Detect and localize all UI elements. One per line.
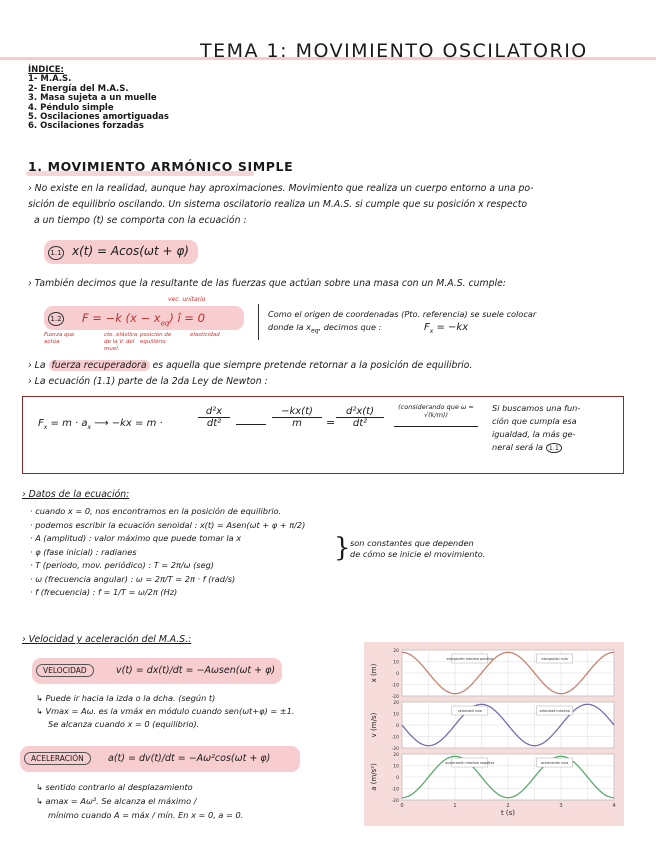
y-tick-label: 20 <box>393 649 399 654</box>
list-item: · A (amplitud) : valor máximo que puede tomar la x <box>30 533 242 543</box>
fraction <box>198 406 230 429</box>
denominator: dt² <box>352 418 368 429</box>
text-line: a un tiempo (t) se comporta con la ecuación : <box>34 215 247 226</box>
text-line: Como el origen de coordenadas (Pto. referencia) se suele colocar <box>268 309 537 319</box>
box-side-text <box>492 402 616 455</box>
eq-sub: eq <box>160 319 170 328</box>
eq-tag: 1.1 <box>48 246 64 260</box>
annotation-label: elongación nula <box>541 657 568 661</box>
section-heading: 1. MOVIMIENTO ARMÓNICO SIMPLE <box>28 159 294 174</box>
annotation-label: velocidad máxima <box>539 709 570 713</box>
y-axis-label: v (m/s) <box>370 712 378 738</box>
numerator: −kx(t) <box>272 406 322 418</box>
index-heading: ÍNDICE: <box>28 65 64 75</box>
y-tick-label: -10 <box>391 683 399 689</box>
index-item: 6. Oscilaciones forzadas <box>28 121 144 132</box>
text-line: son constantes que dependen <box>350 538 474 548</box>
equation-text <box>82 311 205 327</box>
index-item: 3. Masa sujeta a un muelle <box>28 93 157 104</box>
y-tick-label: -10 <box>391 735 399 741</box>
velocity-equation: v(t) = dx(t)/dt = −Aωsen(ωt + φ) <box>116 665 276 676</box>
numerator: d²x(t) <box>336 406 384 418</box>
fraction <box>336 406 384 429</box>
side-note <box>268 308 648 338</box>
text-line: ción que cumpla esa <box>492 416 577 426</box>
paragraph: › La ecuación (1.1) parte de la 2da Ley de Newton : <box>28 376 268 387</box>
x-tick-label: 3 <box>559 803 563 809</box>
eq-tag: 1.2 <box>48 312 64 326</box>
text-line: ↳ amax = Aω². Se alcanza el máximo / <box>36 796 197 806</box>
divider <box>258 304 259 340</box>
fraction <box>272 406 322 429</box>
paragraph <box>28 181 648 229</box>
y-axis-label: a (m/s²) <box>370 763 378 791</box>
equation-text: x(t) = Acos(ωt + φ) <box>72 244 189 258</box>
mas-chart <box>368 646 620 822</box>
list-item: · podemos escribir la ecuación senoidal : x(t) = Asen(ωt + φ + π/2) <box>30 519 306 530</box>
index-item: 5. Oscilaciones amortiguadas <box>28 112 169 123</box>
text-sub: x <box>43 424 48 431</box>
y-axis-label: x (m) <box>370 663 378 683</box>
list-item: · T (periodo, mov. periódico) : T = 2π/ω (seg) <box>30 560 215 570</box>
paragraph <box>28 358 648 374</box>
x-tick-label: 1 <box>453 803 457 809</box>
text: neral será la <box>492 442 544 452</box>
annotation-label: aceleración máxima negativa <box>445 761 495 765</box>
text: es aquella que siempre pretende retornar a la posición de equilibrio. <box>149 360 473 371</box>
x-tick-label: 4 <box>612 803 616 809</box>
annotation: cte. elástica de la V. del muel. <box>104 332 138 352</box>
velocity-tag: VELOCIDAD <box>36 664 94 677</box>
x-axis-label: t (s) <box>500 809 516 817</box>
annotation-label: aceleración nula <box>541 761 569 765</box>
annotation: elasticidad <box>190 332 220 338</box>
text-line: de cómo se inicie el movimiento. <box>350 549 486 559</box>
paragraph: › También decimos que la resultante de las fuerzas que actúan sobre una masa con un M.A.S. cumple: <box>28 278 506 289</box>
text: ⟶ −kx = m · <box>91 418 163 429</box>
text: = m · a <box>47 418 88 429</box>
list-item: · cuando x = 0, nos encontramos en la posición de equilibrio. <box>30 506 282 516</box>
text-line: Se alcanza cuando x = 0 (equilibrio). <box>48 719 200 729</box>
annotation: Fuerza que actúa <box>44 332 75 345</box>
text-line: ↳ Vmax = Aω. es la vmáx en módulo cuando sen(ωt+φ) = ±1. <box>36 706 295 716</box>
y-tick-label: 10 <box>393 712 399 718</box>
datos-heading: › Datos de la ecuación: <box>22 489 130 500</box>
equals: = <box>326 416 336 429</box>
text-line: ↳ Puede ir hacia la izda o la dcha. (según t) <box>36 693 216 703</box>
text: F <box>38 418 44 429</box>
highlight: fuerza recuperadora <box>49 360 150 371</box>
velacc-heading: › Velocidad y aceleración del M.A.S.: <box>22 634 192 645</box>
arrow <box>236 424 266 425</box>
text-sub: eq <box>310 327 319 335</box>
brace-note <box>350 538 530 560</box>
text-sub: x <box>87 424 92 431</box>
datos-list <box>30 505 350 600</box>
y-tick-label: -20 <box>391 695 399 700</box>
derivation-equation <box>38 418 163 431</box>
text-line: igualdad, la más ge- <box>492 429 576 439</box>
y-tick-label: 10 <box>393 764 399 770</box>
annotation-label: velocidad nula <box>457 709 482 713</box>
x-tick-label: 0 <box>400 803 404 809</box>
annotation-label: elongación máxima positiva <box>446 657 494 661</box>
numerator: d²x <box>198 406 230 418</box>
text: donde la x <box>268 322 311 332</box>
text: F <box>423 322 430 333</box>
index-item: 2- Energía del M.A.S. <box>28 83 129 94</box>
y-tick-label: 0 <box>396 724 399 729</box>
text-line: sición de equilibrio oscilando. Un sistema oscilatorio realiza un M.A.S. si cumple que su posición x respecto <box>28 199 528 210</box>
brace: } <box>334 533 351 563</box>
annotation: posición de equilibrio <box>140 332 172 345</box>
index <box>28 66 169 132</box>
eq-part: ) î = 0 <box>169 311 205 325</box>
y-tick-label: 0 <box>396 776 399 781</box>
velocity-notes <box>36 692 366 731</box>
acceleration-equation: a(t) = dv(t)/dt = −Aω²cos(ωt + φ) <box>108 753 271 764</box>
acceleration-tag: ACELERACIÓN <box>24 752 91 765</box>
index-item: 4. Péndulo simple <box>28 102 114 113</box>
y-tick-label: -20 <box>391 747 399 752</box>
arrow <box>394 426 478 427</box>
acceleration-notes <box>36 780 366 822</box>
text: = −kx <box>433 322 469 333</box>
index-item: 1- M.A.S. <box>28 74 72 85</box>
box-note: (considerando que ω = √(k/m)) <box>398 403 474 419</box>
text-line: mínimo cuando A = máx / mín. En x = 0, a = 0. <box>48 810 244 820</box>
text-line <box>492 441 616 455</box>
text-sub: x <box>429 328 434 335</box>
eq-part: F = −k (x − x <box>82 311 161 325</box>
annotation: vec. unitario <box>168 296 206 303</box>
y-tick-label: -20 <box>391 799 399 804</box>
list-item: · ω (frecuencia angular) : ω = 2π/T = 2π · f (rad/s) <box>30 573 236 584</box>
y-tick-label: -10 <box>391 787 399 793</box>
text-line <box>268 321 648 338</box>
text-line: Si buscamos una fun- <box>492 403 581 413</box>
denominator: m <box>292 418 302 429</box>
denominator: dt² <box>206 418 222 429</box>
y-tick-label: 20 <box>393 701 399 706</box>
side-equation <box>424 322 468 333</box>
text-line: ↳ sentido contrario al desplazamiento <box>36 782 193 792</box>
y-tick-label: 10 <box>393 660 399 666</box>
eq-tag: 1.1 <box>546 443 562 453</box>
x-tick-label: 2 <box>506 803 510 809</box>
y-tick-label: 0 <box>396 672 399 677</box>
y-tick-label: 20 <box>393 753 399 758</box>
text: , decimos que : <box>318 322 382 332</box>
page-title: TEMA 1: MOVIMIENTO OSCILATORIO <box>200 40 588 62</box>
list-item: · f (frecuencia) : f = 1/T = ω/2π (Hz) <box>30 587 178 597</box>
list-item: · φ (fase inicial) : radianes <box>30 546 137 557</box>
text-line: › No existe en la realidad, aunque hay aproximaciones. Movimiento que realiza un cuerpo entorno a una po- <box>28 183 534 194</box>
text: › La <box>28 360 49 371</box>
